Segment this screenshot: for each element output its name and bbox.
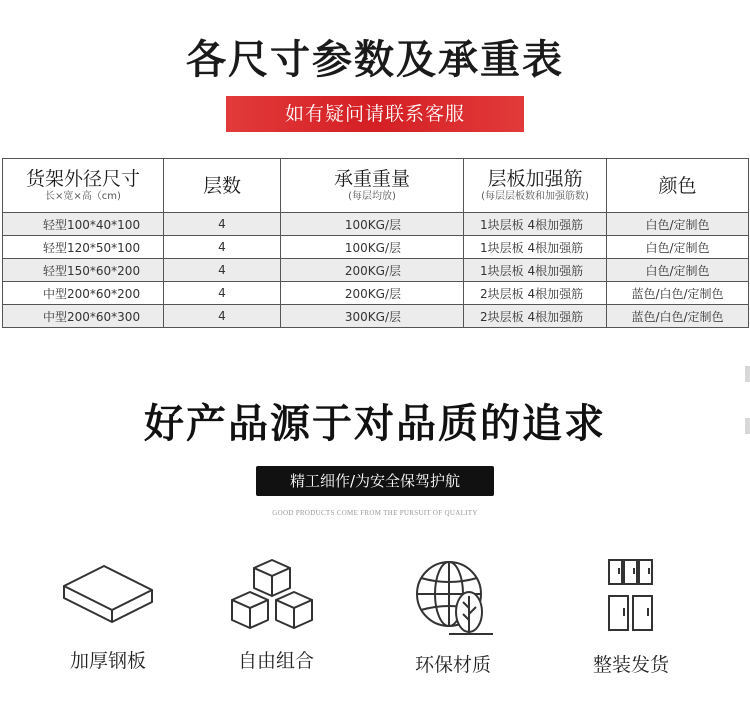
feature-whole-shipping <box>556 556 706 677</box>
cell-size: 轻型120*50*100 <box>3 236 164 259</box>
stacked-boxes-icon <box>228 556 324 632</box>
cell-board: 1块层板 4根加强筋 <box>464 236 607 259</box>
header-load-label: 承重重量 <box>333 167 410 190</box>
cell-color: 蓝色/白色/定制色 <box>607 282 749 305</box>
feature-label: 环保材质 <box>414 654 491 676</box>
cell-layers: 4 <box>164 236 281 259</box>
cell-size: 轻型100*40*100 <box>3 213 164 236</box>
header-size-sublabel: 长×宽×高（cm) <box>45 190 121 202</box>
header-cell-layers <box>164 159 281 213</box>
header-cell-board <box>464 159 607 213</box>
header-size-label: 货架外径尺寸 <box>25 167 140 190</box>
cell-layers: 4 <box>164 259 281 282</box>
table-row <box>3 236 749 259</box>
table-row <box>3 259 749 282</box>
feature-eco-material <box>378 556 528 677</box>
cell-load: 200KG/层 <box>281 282 464 305</box>
cell-color: 白色/定制色 <box>607 259 749 282</box>
contact-service-banner: 如有疑问请联系客服 <box>226 96 524 132</box>
quality-banner: 精工细作/为安全保驾护航 <box>256 466 494 496</box>
feature-label: 自由组合 <box>237 650 314 672</box>
cell-color: 白色/定制色 <box>607 213 749 236</box>
table-header-row <box>3 159 749 213</box>
header-color-label: 颜色 <box>658 174 697 197</box>
header-board-sublabel: (每层层板数和加强筋数) <box>481 190 589 202</box>
cell-board: 2块层板 4根加强筋 <box>464 282 607 305</box>
cell-load: 200KG/层 <box>281 259 464 282</box>
header-cell-size <box>3 159 164 213</box>
cell-color: 蓝色/白色/定制色 <box>607 305 749 328</box>
cell-board: 2块层板 4根加强筋 <box>464 305 607 328</box>
eco-globe-leaf-icon <box>405 556 501 636</box>
cell-layers: 4 <box>164 282 281 305</box>
table-row <box>3 213 749 236</box>
cell-board: 1块层板 4根加强筋 <box>464 259 607 282</box>
steel-plate-icon <box>60 556 156 632</box>
header-cell-color <box>607 159 749 213</box>
spec-table <box>2 158 749 328</box>
table-row <box>3 282 749 305</box>
feature-label: 整装发货 <box>592 654 669 676</box>
header-load-sublabel: (每层均放) <box>348 190 396 202</box>
cell-layers: 4 <box>164 305 281 328</box>
cell-color: 白色/定制色 <box>607 236 749 259</box>
cell-load: 300KG/层 <box>281 305 464 328</box>
cell-load: 100KG/层 <box>281 236 464 259</box>
edge-divider <box>745 366 750 382</box>
cell-size: 轻型150*60*200 <box>3 259 164 282</box>
cell-load: 100KG/层 <box>281 213 464 236</box>
quality-title: 好产品源于对品质的追求 <box>144 401 606 447</box>
header-layers-label: 层数 <box>202 174 241 197</box>
feature-thick-steel <box>33 556 183 673</box>
header-cell-load <box>281 159 464 213</box>
cell-board: 1块层板 4根加强筋 <box>464 213 607 236</box>
quality-caption: GOOD PRODUCTS COME FROM THE PURSUIT OF QUALITY <box>272 509 478 517</box>
table-row <box>3 305 749 328</box>
cell-size: 中型200*60*200 <box>3 282 164 305</box>
cell-layers: 4 <box>164 213 281 236</box>
feature-free-combination <box>201 556 351 673</box>
cell-size: 中型200*60*300 <box>3 305 164 328</box>
header-board-label: 层板加强筋 <box>487 167 583 190</box>
feature-label: 加厚钢板 <box>69 650 146 672</box>
cabinet-shipping-icon <box>583 556 679 636</box>
page-title: 各尺寸参数及承重表 <box>186 37 564 83</box>
